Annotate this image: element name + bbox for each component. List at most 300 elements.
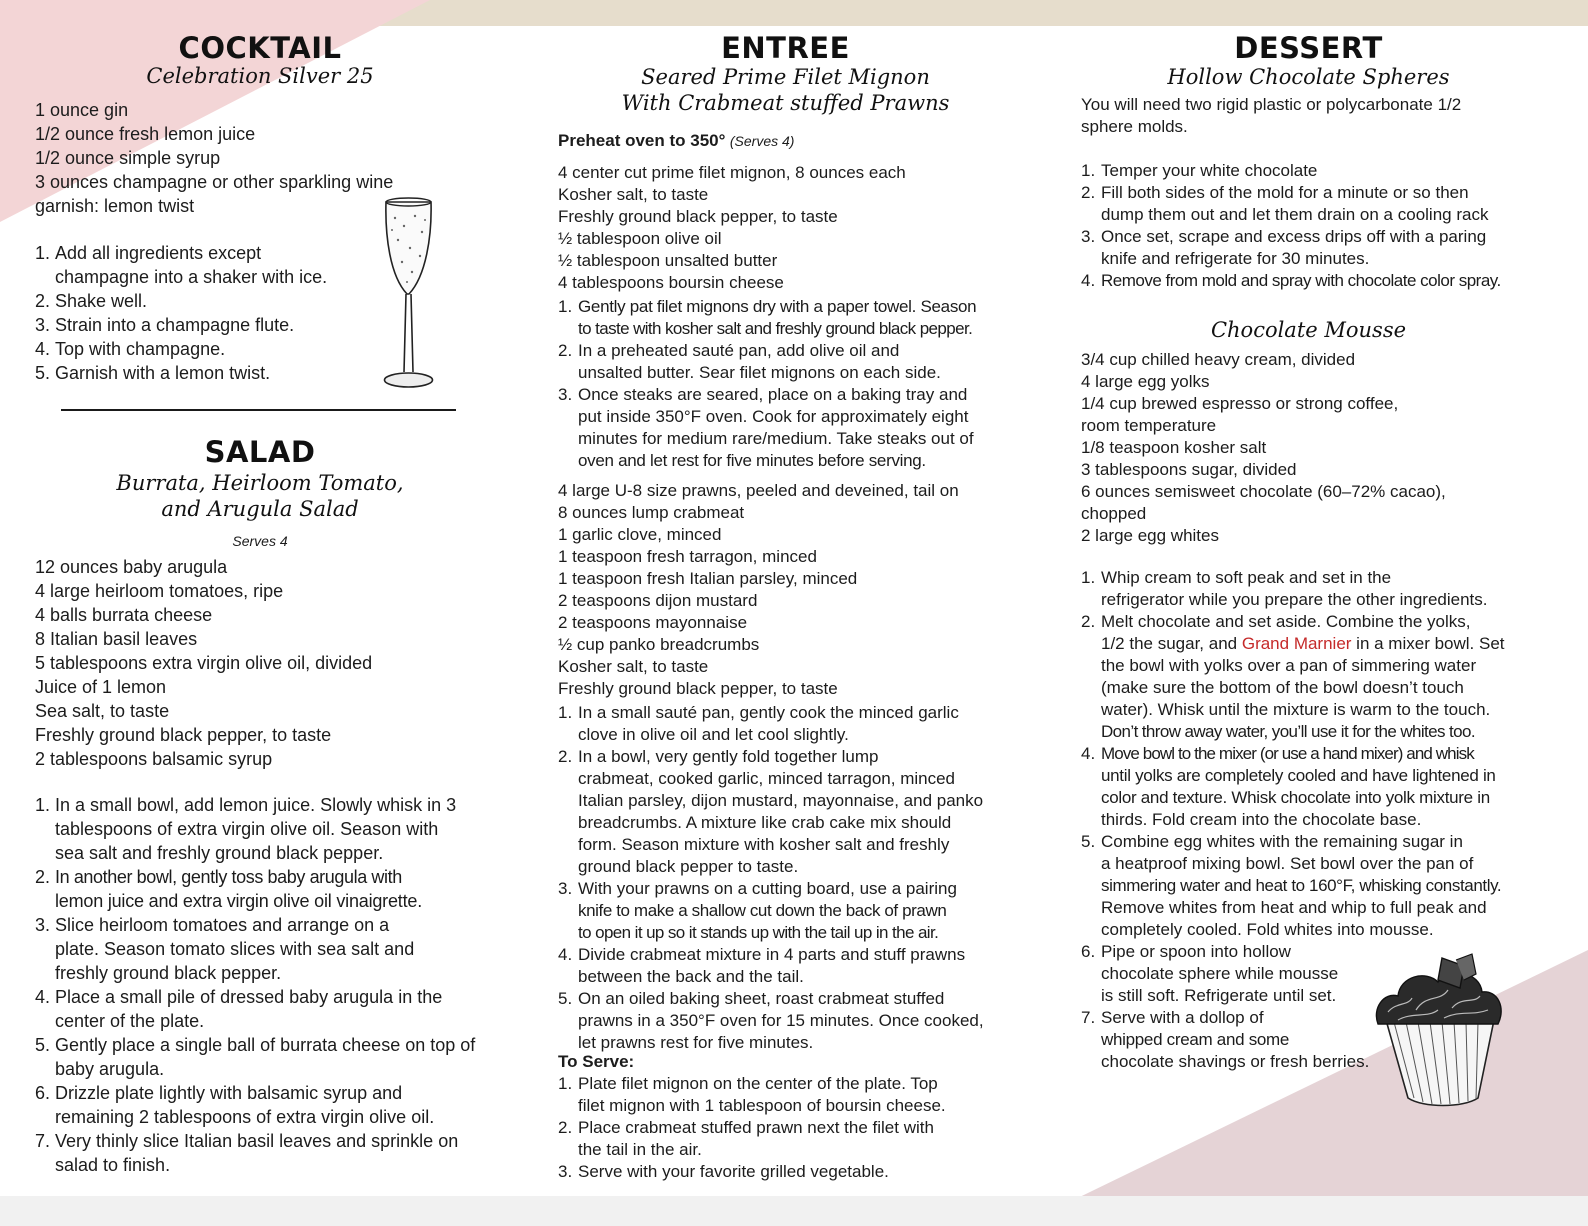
filet-ingredients	[558, 162, 906, 294]
step-number	[558, 790, 578, 812]
step-number	[558, 966, 578, 988]
step-line	[35, 361, 327, 385]
step-text: plate. Season tomato slices with sea salt and	[55, 939, 415, 959]
step-number	[1081, 633, 1101, 655]
step-text: baby arugula.	[55, 1059, 165, 1079]
step-line	[1081, 743, 1505, 765]
step-line	[35, 1033, 475, 1057]
step-number: 5.	[35, 363, 51, 383]
step-text	[1101, 633, 1505, 655]
step-line	[558, 296, 976, 318]
cocktail-title: COCKTAIL	[178, 31, 342, 65]
step-text: remaining 2 tablespoons of extra virgin olive oil.	[55, 1107, 435, 1127]
step-text: In another bowl, gently toss baby arugula with	[55, 867, 402, 887]
salad-serves: Serves 4	[232, 533, 288, 549]
step-text: Gently pat filet mignons dry with a paper towel. Season	[578, 297, 977, 316]
step-line	[35, 265, 327, 289]
step-number: 4.	[35, 987, 51, 1007]
step-line	[1081, 875, 1505, 897]
step-text-part: in a mixer bowl. Set	[1351, 634, 1505, 653]
step-line	[1081, 941, 1505, 963]
cocktail-steps	[35, 241, 327, 385]
step-line	[558, 746, 984, 768]
step-number: 2.	[35, 867, 51, 887]
step-line	[558, 790, 984, 812]
step-text: to taste with kosher salt and freshly ground black pepper.	[578, 319, 973, 338]
step-number: 1.	[35, 243, 51, 263]
ingredient-line: 3 ounces champagne or other sparkling wine	[35, 172, 394, 192]
salad-steps	[35, 793, 475, 1177]
step-text: unsalted butter. Sear filet mignons on each side.	[578, 363, 941, 382]
step-number	[558, 922, 578, 944]
ingredient-line: 1 ounce gin	[35, 100, 129, 120]
step-number	[558, 834, 578, 856]
step-text: Add all ingredients except	[55, 243, 262, 263]
step-number: 2.	[558, 747, 573, 766]
step-number	[35, 889, 55, 913]
step-line	[558, 724, 984, 746]
step-number: 5.	[1081, 832, 1096, 851]
step-number: 5.	[35, 1035, 51, 1055]
step-text: On an oiled baking sheet, roast crabmeat stuffed	[578, 989, 945, 1008]
step-number	[35, 1153, 55, 1177]
step-line	[35, 817, 475, 841]
step-number	[1081, 809, 1101, 831]
step-number	[558, 1139, 578, 1161]
step-number: 2.	[558, 341, 573, 360]
step-text: (make sure the bottom of the bowl doesn’t touch	[1101, 678, 1464, 697]
step-number	[558, 812, 578, 834]
step-number: 4.	[1081, 744, 1096, 763]
step-number	[558, 768, 578, 790]
step-number: 3.	[558, 385, 573, 404]
step-text: Move bowl to the mixer (or use a hand mixer) and whisk	[1101, 744, 1474, 763]
step-line	[1081, 567, 1505, 589]
step-number	[35, 817, 55, 841]
step-text: Divide crabmeat mixture in 4 parts and stuff prawns	[578, 945, 966, 964]
ingredient-line: 8 Italian basil leaves	[35, 629, 198, 649]
section-divider	[61, 409, 456, 411]
step-text: salad to finish.	[55, 1155, 171, 1175]
step-line	[1081, 226, 1501, 248]
ingredient-line: ½ tablespoon olive oil	[558, 229, 722, 248]
step-line	[35, 961, 475, 985]
step-text: water). Whisk until the mixture is warm to the touch.	[1101, 700, 1491, 719]
ingredient-line: 2 teaspoons dijon mustard	[558, 591, 758, 610]
step-number	[35, 961, 55, 985]
ingredient-line: 4 balls burrata cheese	[35, 605, 213, 625]
step-line	[35, 289, 327, 313]
ingredient-line: 4 center cut prime filet mignon, 8 ounces each	[558, 163, 906, 182]
step-line	[558, 812, 984, 834]
salad-subtitle-line-2: and Arugula Salad	[161, 497, 359, 521]
step-line	[558, 702, 984, 724]
step-line	[35, 1009, 475, 1033]
step-text: Pipe or spoon into hollow	[1101, 942, 1291, 961]
step-number	[558, 900, 578, 922]
step-line	[35, 937, 475, 961]
step-number: 3.	[558, 879, 573, 898]
step-text: Fill both sides of the mold for a minute or so then	[1101, 183, 1469, 202]
step-line	[558, 1073, 946, 1095]
ingredient-line: 1 teaspoon fresh tarragon, minced	[558, 547, 817, 566]
step-number: 1.	[558, 1074, 573, 1093]
step-text: Top with champagne.	[55, 339, 226, 359]
step-text: In a small bowl, add lemon juice. Slowly whisk in 3	[55, 795, 457, 815]
ingredient-line: chopped	[1081, 504, 1147, 523]
step-number: 2.	[558, 1118, 573, 1137]
entree-subtitle-line-2: With Crabmeat stuffed Prawns	[621, 91, 950, 115]
step-text: freshly ground black pepper.	[55, 963, 282, 983]
step-line	[558, 878, 984, 900]
ingredient-line: Juice of 1 lemon	[35, 677, 167, 697]
step-text: let prawns rest for five minutes.	[578, 1033, 814, 1052]
preheat-text: Preheat oven to 350°	[558, 131, 726, 150]
step-text: dump them out and let them drain on a cooling rack	[1101, 205, 1489, 224]
step-number: 1.	[558, 297, 573, 316]
step-line	[558, 768, 984, 790]
step-number: 7.	[1081, 1008, 1096, 1027]
step-text: Whip cream to soft peak and set in the	[1101, 568, 1392, 587]
champagne-flute-icon	[380, 196, 438, 392]
step-text: Remove whites from heat and whip to full peak and	[1101, 898, 1487, 917]
step-text: With your prawns on a cutting board, use a pairing	[578, 879, 957, 898]
step-number: 3.	[1081, 227, 1096, 246]
step-line	[1081, 611, 1505, 633]
step-number	[1081, 721, 1101, 743]
step-text: Strain into a champagne flute.	[55, 315, 295, 335]
step-number: 3.	[35, 315, 51, 335]
ingredient-line: garnish: lemon twist	[35, 196, 195, 216]
step-number	[1081, 204, 1101, 226]
step-line	[35, 313, 327, 337]
step-line	[558, 1010, 984, 1032]
step-number: 1.	[558, 703, 573, 722]
step-text: form. Season mixture with kosher salt and freshly	[578, 835, 950, 854]
step-text: put inside 350°F oven. Cook for approximately eight	[578, 407, 969, 426]
step-number	[1081, 1051, 1101, 1073]
step-text: refrigerator while you prepare the other ingredients.	[1101, 590, 1488, 609]
step-text: knife to make a shallow cut down the back of prawn	[578, 901, 947, 920]
step-text: Shake well.	[55, 291, 148, 311]
step-text: Once set, scrape and excess drips off with a paring	[1101, 227, 1487, 246]
step-text: Drizzle plate lightly with balsamic syrup and	[55, 1083, 403, 1103]
ingredient-line: 2 tablespoons balsamic syrup	[35, 749, 273, 769]
step-line	[558, 428, 976, 450]
ingredient-line: 4 large egg yolks	[1081, 372, 1210, 391]
step-text: crabmeat, cooked garlic, minced tarragon, minced	[578, 769, 956, 788]
step-text: sea salt and freshly ground black pepper.	[55, 843, 384, 863]
step-line	[35, 1105, 475, 1129]
step-text: ground black pepper to taste.	[578, 857, 799, 876]
step-text: lemon juice and extra virgin olive oil vinaigrette.	[55, 891, 422, 911]
step-line	[1081, 655, 1505, 677]
step-number	[558, 1095, 578, 1117]
step-line	[35, 1057, 475, 1081]
step-line	[558, 406, 976, 428]
step-line	[558, 944, 984, 966]
step-number	[558, 406, 578, 428]
step-text: Gently place a single ball of burrata cheese on top of	[55, 1035, 476, 1055]
step-number	[1081, 655, 1101, 677]
ingredient-line: 3 tablespoons sugar, divided	[1081, 460, 1297, 479]
step-line	[558, 988, 984, 1010]
step-number	[1081, 677, 1101, 699]
step-number	[1081, 897, 1101, 919]
ingredient-line: ½ cup panko breadcrumbs	[558, 635, 760, 654]
step-line	[1081, 809, 1505, 831]
step-number	[1081, 853, 1101, 875]
step-line	[1081, 721, 1505, 743]
intro-line: You will need two rigid plastic or polycarbonate 1/2	[1081, 95, 1462, 114]
step-text: Remove from mold and spray with chocolate color spray.	[1101, 271, 1501, 290]
step-number	[1081, 699, 1101, 721]
step-line	[558, 1161, 946, 1183]
step-text: Temper your white chocolate	[1101, 161, 1318, 180]
step-text: Place a small pile of dressed baby arugula in the	[55, 987, 443, 1007]
step-number: 1.	[1081, 568, 1096, 587]
ingredient-line: Freshly ground black pepper, to taste	[558, 679, 838, 698]
step-line	[1081, 853, 1505, 875]
step-number: 7.	[35, 1131, 51, 1151]
step-text: center of the plate.	[55, 1011, 205, 1031]
step-line	[1081, 765, 1505, 787]
step-text: Once steaks are seared, place on a baking tray and	[578, 385, 968, 404]
step-line	[35, 793, 475, 817]
salad-ingredients	[35, 555, 372, 771]
cocktail-subtitle: Celebration Silver 25	[146, 64, 374, 88]
step-line	[35, 337, 327, 361]
step-line	[1081, 1007, 1505, 1029]
ingredient-line: Kosher salt, to taste	[558, 657, 709, 676]
ingredient-line: 5 tablespoons extra virgin olive oil, divided	[35, 653, 373, 673]
step-line	[35, 1129, 475, 1153]
step-line	[1081, 985, 1505, 1007]
step-text: completely cooled. Fold whites into mousse.	[1101, 920, 1434, 939]
mousse-steps	[1081, 567, 1505, 1073]
ingredient-line: 1/4 cup brewed espresso or strong coffee,	[1081, 394, 1399, 413]
step-text: minutes for medium rare/medium. Take steaks out of	[578, 429, 974, 448]
step-line	[558, 362, 976, 384]
ingredient-line: 2 teaspoons mayonnaise	[558, 613, 748, 632]
cocktail-ingredients	[35, 98, 393, 218]
step-number	[35, 937, 55, 961]
ingredient-line: 2 large egg whites	[1081, 526, 1219, 545]
step-line	[35, 841, 475, 865]
ingredient-line: 6 ounces semisweet chocolate (60–72% cacao),	[1081, 482, 1446, 501]
step-number: 6.	[35, 1083, 51, 1103]
step-text: Serve with your favorite grilled vegetable.	[578, 1162, 889, 1181]
step-line	[1081, 677, 1505, 699]
step-text: Don’t throw away water, you’ll use it for the whites too.	[1101, 722, 1475, 741]
step-text: oven and let rest for five minutes before serving.	[578, 451, 926, 470]
step-line	[35, 241, 327, 265]
step-text: breadcrumbs. A mixture like crab cake mix should	[578, 813, 952, 832]
ingredient-line: 1/2 ounce simple syrup	[35, 148, 221, 168]
step-number: 1.	[1081, 161, 1096, 180]
step-text: a heatproof mixing bowl. Set bowl over the pan of	[1101, 854, 1474, 873]
step-number	[1081, 248, 1101, 270]
dessert-subtitle: Hollow Chocolate Spheres	[1167, 65, 1450, 89]
step-text: Plate filet mignon on the center of the plate. Top	[578, 1074, 938, 1093]
step-number	[558, 362, 578, 384]
step-text: In a preheated sauté pan, add olive oil and	[578, 341, 900, 360]
grand-marnier-highlight: Grand Marnier	[1241, 634, 1352, 653]
step-line	[35, 865, 475, 889]
step-text: Place crabmeat stuffed prawn next the filet with	[578, 1118, 934, 1137]
step-text: the bowl with yolks over a pan of simmering water	[1101, 656, 1477, 675]
step-line	[558, 966, 984, 988]
step-number	[35, 841, 55, 865]
step-number: 5.	[558, 989, 573, 1008]
step-number	[1081, 985, 1101, 1007]
ingredient-line: 1 teaspoon fresh Italian parsley, minced	[558, 569, 858, 588]
step-text: the tail in the air.	[578, 1140, 702, 1159]
step-text: color and texture. Whisk chocolate into yolk mixture in	[1101, 788, 1490, 807]
step-text: Slice heirloom tomatoes and arrange on a	[55, 915, 390, 935]
step-line	[1081, 1029, 1505, 1051]
ingredient-line: 1/8 teaspoon kosher salt	[1081, 438, 1267, 457]
step-text: chocolate sphere while mousse	[1101, 964, 1339, 983]
step-text: Garnish with a lemon twist.	[55, 363, 271, 383]
step-line	[35, 1153, 475, 1177]
step-number	[35, 1105, 55, 1129]
prawn-ingredients	[558, 480, 959, 700]
ingredient-line: room temperature	[1081, 416, 1217, 435]
step-text: In a small sauté pan, gently cook the minced garlic	[578, 703, 959, 722]
ingredient-line: 1/2 ounce fresh lemon juice	[35, 124, 256, 144]
step-line	[558, 834, 984, 856]
step-number	[1081, 919, 1101, 941]
filet-steps	[558, 296, 976, 472]
step-line	[558, 1095, 946, 1117]
step-line	[558, 900, 984, 922]
step-number	[558, 724, 578, 746]
step-text: is still soft. Refrigerate until set.	[1101, 986, 1337, 1005]
step-text: prawns in a 350°F oven for 15 minutes. Once cooked,	[578, 1011, 984, 1030]
step-number: 2.	[1081, 612, 1096, 631]
step-line	[1081, 963, 1505, 985]
ingredient-line: 3/4 cup chilled heavy cream, divided	[1081, 350, 1356, 369]
step-text: knife and refrigerate for 30 minutes.	[1101, 249, 1370, 268]
to-serve-heading: To Serve:	[558, 1052, 635, 1071]
step-line	[1081, 831, 1505, 853]
step-line	[35, 985, 475, 1009]
step-text-part: 1/2 the sugar, and	[1101, 634, 1242, 653]
step-number	[35, 1009, 55, 1033]
step-text: Italian parsley, dijon mustard, mayonnaise, and panko	[578, 791, 984, 810]
ingredient-line: 1 garlic clove, minced	[558, 525, 722, 544]
step-line	[558, 384, 976, 406]
step-line	[1081, 270, 1501, 292]
step-number: 3.	[35, 915, 51, 935]
step-line	[558, 318, 976, 340]
step-number	[1081, 1029, 1101, 1051]
step-text: chocolate shavings or fresh berries.	[1101, 1052, 1370, 1071]
step-number	[1081, 875, 1101, 897]
step-number: 4.	[35, 339, 51, 359]
step-number	[1081, 963, 1101, 985]
prawn-steps	[558, 702, 984, 1054]
step-number: 3.	[558, 1162, 573, 1181]
entree-title: ENTREE	[721, 31, 850, 65]
ingredient-line: 12 ounces baby arugula	[35, 557, 228, 577]
dessert-title: DESSERT	[1234, 31, 1383, 65]
ingredient-line: 4 large heirloom tomatoes, ripe	[35, 581, 284, 601]
ingredient-line: 8 ounces lump crabmeat	[558, 503, 745, 522]
step-text: champagne into a shaker with ice.	[55, 267, 328, 287]
step-text: filet mignon with 1 tablespoon of boursin cheese.	[578, 1096, 946, 1115]
step-number: 4.	[1081, 271, 1096, 290]
step-text: Melt chocolate and set aside. Combine the yolks,	[1101, 612, 1471, 631]
step-line	[1081, 160, 1501, 182]
step-text: clove in olive oil and let cool slightly.	[578, 725, 849, 744]
dessert-intro	[1081, 94, 1461, 138]
step-text: between the back and the tail.	[578, 967, 804, 986]
ingredient-line: ½ tablespoon unsalted butter	[558, 251, 778, 270]
step-number: 4.	[558, 945, 573, 964]
step-text: Very thinly slice Italian basil leaves and sprinkle on	[55, 1131, 459, 1151]
step-text: Serve with a dollop of	[1101, 1008, 1264, 1027]
ingredient-line: Sea salt, to taste	[35, 701, 170, 721]
step-number: 2.	[1081, 183, 1096, 202]
step-text: In a bowl, very gently fold together lump	[578, 747, 879, 766]
step-number	[1081, 765, 1101, 787]
entree-subtitle-line-1: Seared Prime Filet Mignon	[641, 65, 930, 89]
dessert-steps	[1081, 160, 1501, 292]
step-line	[558, 856, 984, 878]
step-line	[1081, 248, 1501, 270]
step-number: 1.	[35, 795, 51, 815]
step-number	[558, 318, 578, 340]
step-number	[558, 1010, 578, 1032]
step-line	[558, 1117, 946, 1139]
step-text: thirds. Fold cream into the chocolate base.	[1101, 810, 1422, 829]
step-line	[1081, 182, 1501, 204]
step-number	[558, 450, 578, 472]
intro-line: sphere molds.	[1081, 117, 1188, 136]
entree-preheat	[558, 131, 794, 151]
step-line	[35, 913, 475, 937]
step-number	[35, 265, 55, 289]
mousse-title: Chocolate Mousse	[1210, 318, 1407, 342]
entree-serves: (Serves 4)	[729, 133, 795, 149]
step-line	[558, 922, 984, 944]
ingredient-line: 4 large U-8 size prawns, peeled and deveined, tail on	[558, 481, 959, 500]
step-line	[1081, 699, 1505, 721]
step-line	[1081, 1051, 1505, 1073]
step-text: simmering water and heat to 160°F, whisking constantly.	[1101, 876, 1502, 895]
step-number: 6.	[1081, 942, 1096, 961]
step-line	[558, 1139, 946, 1161]
step-line	[35, 889, 475, 913]
step-line	[558, 450, 976, 472]
ingredient-line: Freshly ground black pepper, to taste	[35, 725, 332, 745]
step-line	[1081, 204, 1501, 226]
step-line	[1081, 919, 1505, 941]
step-text: until yolks are completely cooled and have lightened in	[1101, 766, 1496, 785]
mousse-ingredients	[1081, 349, 1446, 547]
step-line	[35, 1081, 475, 1105]
step-number: 2.	[35, 291, 51, 311]
step-line	[1081, 787, 1505, 809]
ingredient-line: 4 tablespoons boursin cheese	[558, 273, 784, 292]
step-text: to open it up so it stands up with the tail up in the air.	[578, 923, 939, 942]
step-text: Combine egg whites with the remaining sugar in	[1101, 832, 1463, 851]
salad-subtitle-line-1: Burrata, Heirloom Tomato,	[116, 471, 404, 495]
step-line	[1081, 633, 1505, 655]
step-line	[1081, 589, 1505, 611]
